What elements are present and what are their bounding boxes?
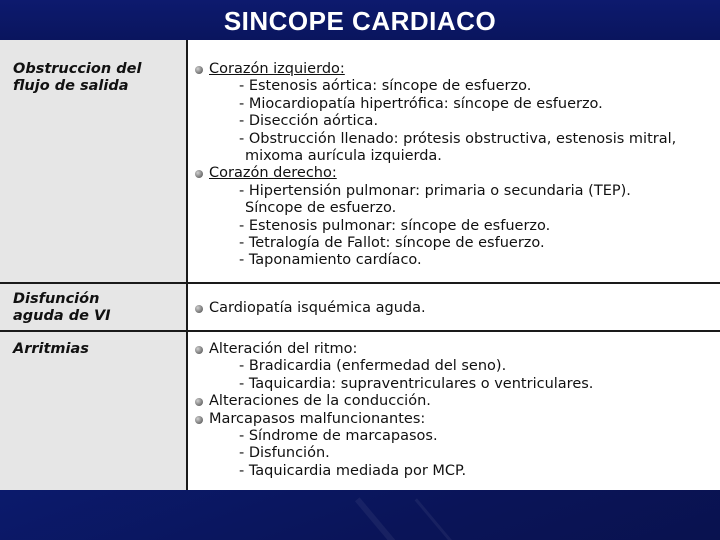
bullet-item xyxy=(193,300,717,317)
footer-decoration xyxy=(415,498,469,540)
row-label-arrhythmias: Arritmias xyxy=(13,341,89,357)
column-divider xyxy=(186,40,188,490)
sub-item: - Obstrucción llenado: prótesis obstructiva, estenosis mitral, xyxy=(239,130,677,147)
bullet-dot-icon xyxy=(195,170,203,178)
bullet-dot-icon xyxy=(195,416,203,424)
label-column xyxy=(0,40,186,490)
bullet-dot-icon xyxy=(195,66,203,74)
continuation-text: Síncope de esfuerzo. xyxy=(245,200,397,217)
bullet-item xyxy=(193,411,717,428)
bullet-text: Marcapasos malfuncionantes: xyxy=(209,410,426,427)
sub-item: - Taquicardia mediada por MCP. xyxy=(239,462,467,479)
sub-item: - Disfunción. xyxy=(239,445,330,462)
bullet-dot-icon xyxy=(195,398,203,406)
slide-title: SINCOPE CARDIACO xyxy=(0,0,720,40)
bullet-item xyxy=(193,61,717,78)
sub-item: - Disección aórtica. xyxy=(239,113,379,130)
sub-item: - Estenosis pulmonar: síncope de esfuerzo. xyxy=(239,217,551,234)
sub-item: - Bradicardia (enfermedad del seno). xyxy=(239,358,507,375)
bullet-item xyxy=(193,165,717,182)
row-divider xyxy=(0,282,720,284)
footer-decoration xyxy=(355,497,411,540)
bullet-dot-icon xyxy=(195,305,203,313)
sub-item: - Hipertensión pulmonar: primaria o secundaria (TEP). xyxy=(239,182,631,199)
bullet-dot-icon xyxy=(195,346,203,354)
sub-item: - Taquicardia: supraventriculares o ventriculares. xyxy=(239,375,594,392)
sub-item: - Tetralogía de Fallot: síncope de esfuerzo. xyxy=(239,234,545,251)
sub-item: - Síndrome de marcapasos. xyxy=(239,427,438,444)
footer-band xyxy=(0,490,720,540)
bullet-item xyxy=(193,393,717,410)
sub-item: - Taponamiento cardíaco. xyxy=(239,252,422,269)
row-content-arrhythmias xyxy=(193,341,717,480)
bullet-text: Alteración del ritmo: xyxy=(209,341,358,357)
row-label-outflow-obstruction: Obstruccion del flujo de salida xyxy=(13,61,142,94)
row-divider xyxy=(0,330,720,332)
bullet-item xyxy=(193,341,717,358)
syncope-table xyxy=(0,40,720,490)
sub-item: - Miocardiopatía hipertrófica: síncope de esfuerzo. xyxy=(239,95,603,112)
row-content-outflow-obstruction xyxy=(193,61,717,270)
sub-item: - Estenosis aórtica: síncope de esfuerzo. xyxy=(239,78,532,95)
bullet-text: Corazón derecho: xyxy=(209,165,337,182)
bullet-text: Cardiopatía isquémica aguda. xyxy=(209,300,426,316)
row-content-lv-dysfunction xyxy=(193,300,717,317)
bullet-text: Corazón izquierdo: xyxy=(209,61,345,77)
bullet-text: Alteraciones de la conducción. xyxy=(209,393,431,410)
continuation-text: mixoma aurícula izquierda. xyxy=(245,147,442,164)
row-label-lv-dysfunction: Disfunción aguda de VI xyxy=(13,291,111,324)
